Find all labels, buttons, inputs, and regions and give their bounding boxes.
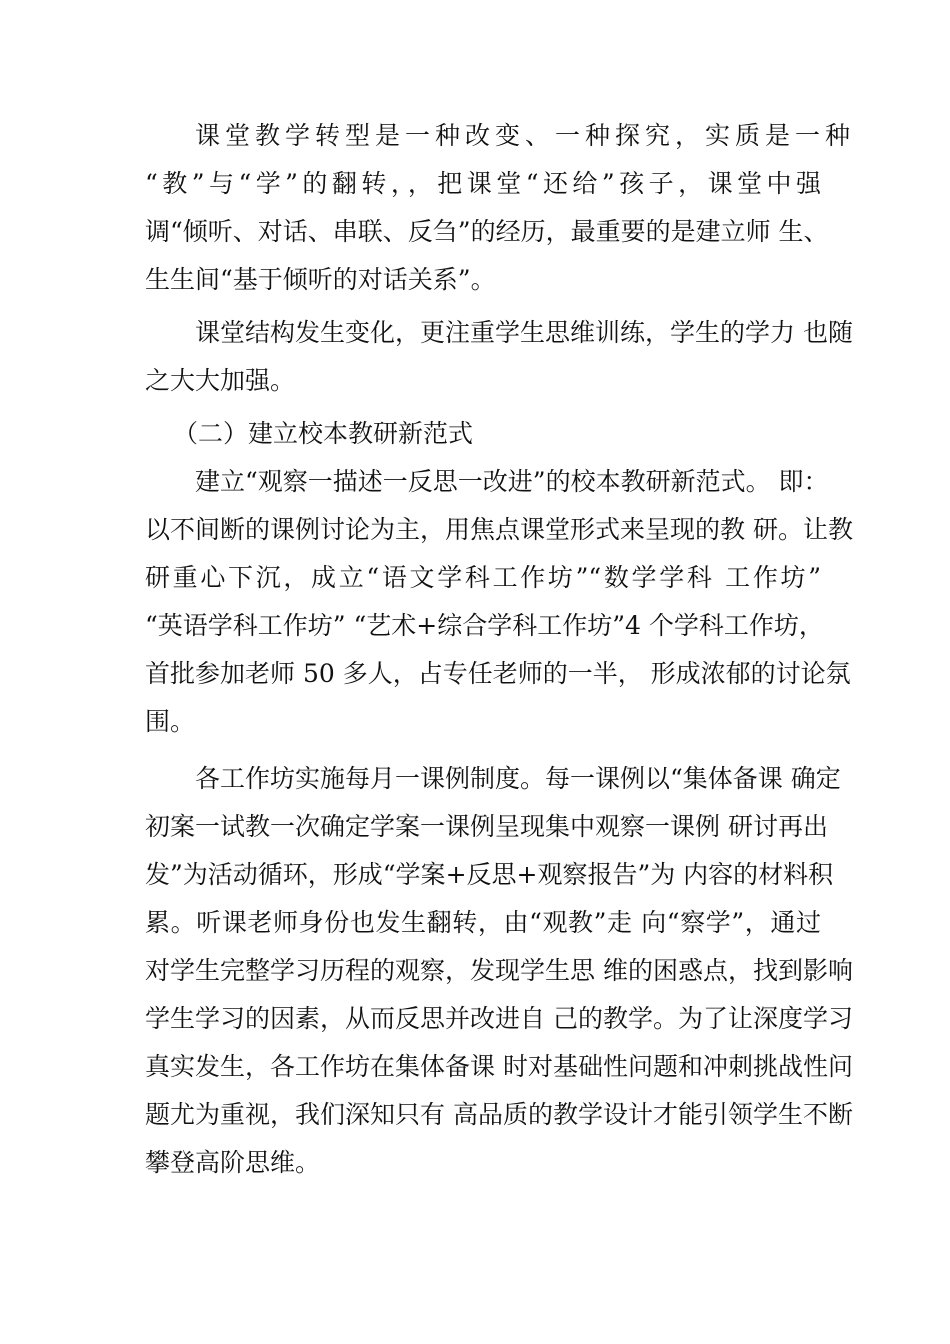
- paragraph-1: [145, 112, 856, 304]
- section-heading-text: （二）建立校本教研新范式: [173, 419, 474, 448]
- paragraph-line: 各工作坊实施每月一课例制度。每一课例以“集体备课 确定: [195, 764, 841, 793]
- paragraph-line: 研重心下沉，成立“语文学科工作坊”“数学学科 工作坊”: [145, 563, 821, 592]
- paragraph-line: 建立“观察一描述一反思一改进”的校本教研新范式。 即：: [195, 467, 829, 496]
- paragraph-line: 学生学习的因素，从而反思并改进自 己的教学。为了让深度学习: [145, 1004, 853, 1033]
- paragraph-line: 课堂教学转型是一种改变、一种探究，实质是一种: [195, 121, 856, 150]
- paragraph-line: 调“倾听、对话、串联、反刍”的经历，最重要的是建立师 生、: [145, 217, 829, 246]
- paragraph-line: 围。: [145, 707, 196, 736]
- paragraph-line: 真实发生，各工作坊在集体备课 时对基础性问题和冲刺挑战性问: [145, 1052, 853, 1081]
- paragraph-line: 题尤为重视，我们深知只有 高品质的教学设计才能引领学生不断: [145, 1100, 853, 1129]
- paragraph-3: [145, 458, 853, 746]
- paragraph-line: 累。听课老师身份也发生翻转，由“观教”走 向“察学”，通过: [145, 908, 821, 937]
- paragraph-line: 对学生完整学习历程的观察，发现学生思 维的困惑点，找到影响: [145, 956, 853, 985]
- paragraph-line: 以不间断的课例讨论为主，用焦点课堂形式来呈现的教 研。让教: [145, 515, 853, 544]
- paragraph-line: 攀登高阶思维。: [145, 1148, 321, 1177]
- paragraph-line: “英语学科工作坊” “艺术+综合学科工作坊”4 个学科工作坊，: [145, 611, 824, 640]
- paragraph-line: 之大大加强。: [145, 366, 296, 395]
- paragraph-line: “教”与“学”的翻转，，把课堂“还给”孩子，课堂中强: [145, 169, 821, 198]
- section-heading: [145, 410, 821, 458]
- paragraph-2: [145, 309, 853, 405]
- paragraph-line: 初案一试教一次确定学案一课例呈现集中观察一课例 研讨再出: [145, 812, 828, 841]
- paragraph-line: 发”为活动循环，形成“学案+反思+观察报告”为 内容的材料积: [145, 860, 834, 889]
- paragraph-line: 首批参加老师 50 多人，占专任老师的一半， 形成浓郁的讨论氛: [145, 659, 851, 688]
- paragraph-line: 生生间“基于倾听的对话关系”。: [145, 265, 496, 294]
- paragraph-4: [145, 755, 853, 1187]
- paragraph-line: 课堂结构发生变化，更注重学生思维训练，学生的学力 也随: [195, 318, 853, 347]
